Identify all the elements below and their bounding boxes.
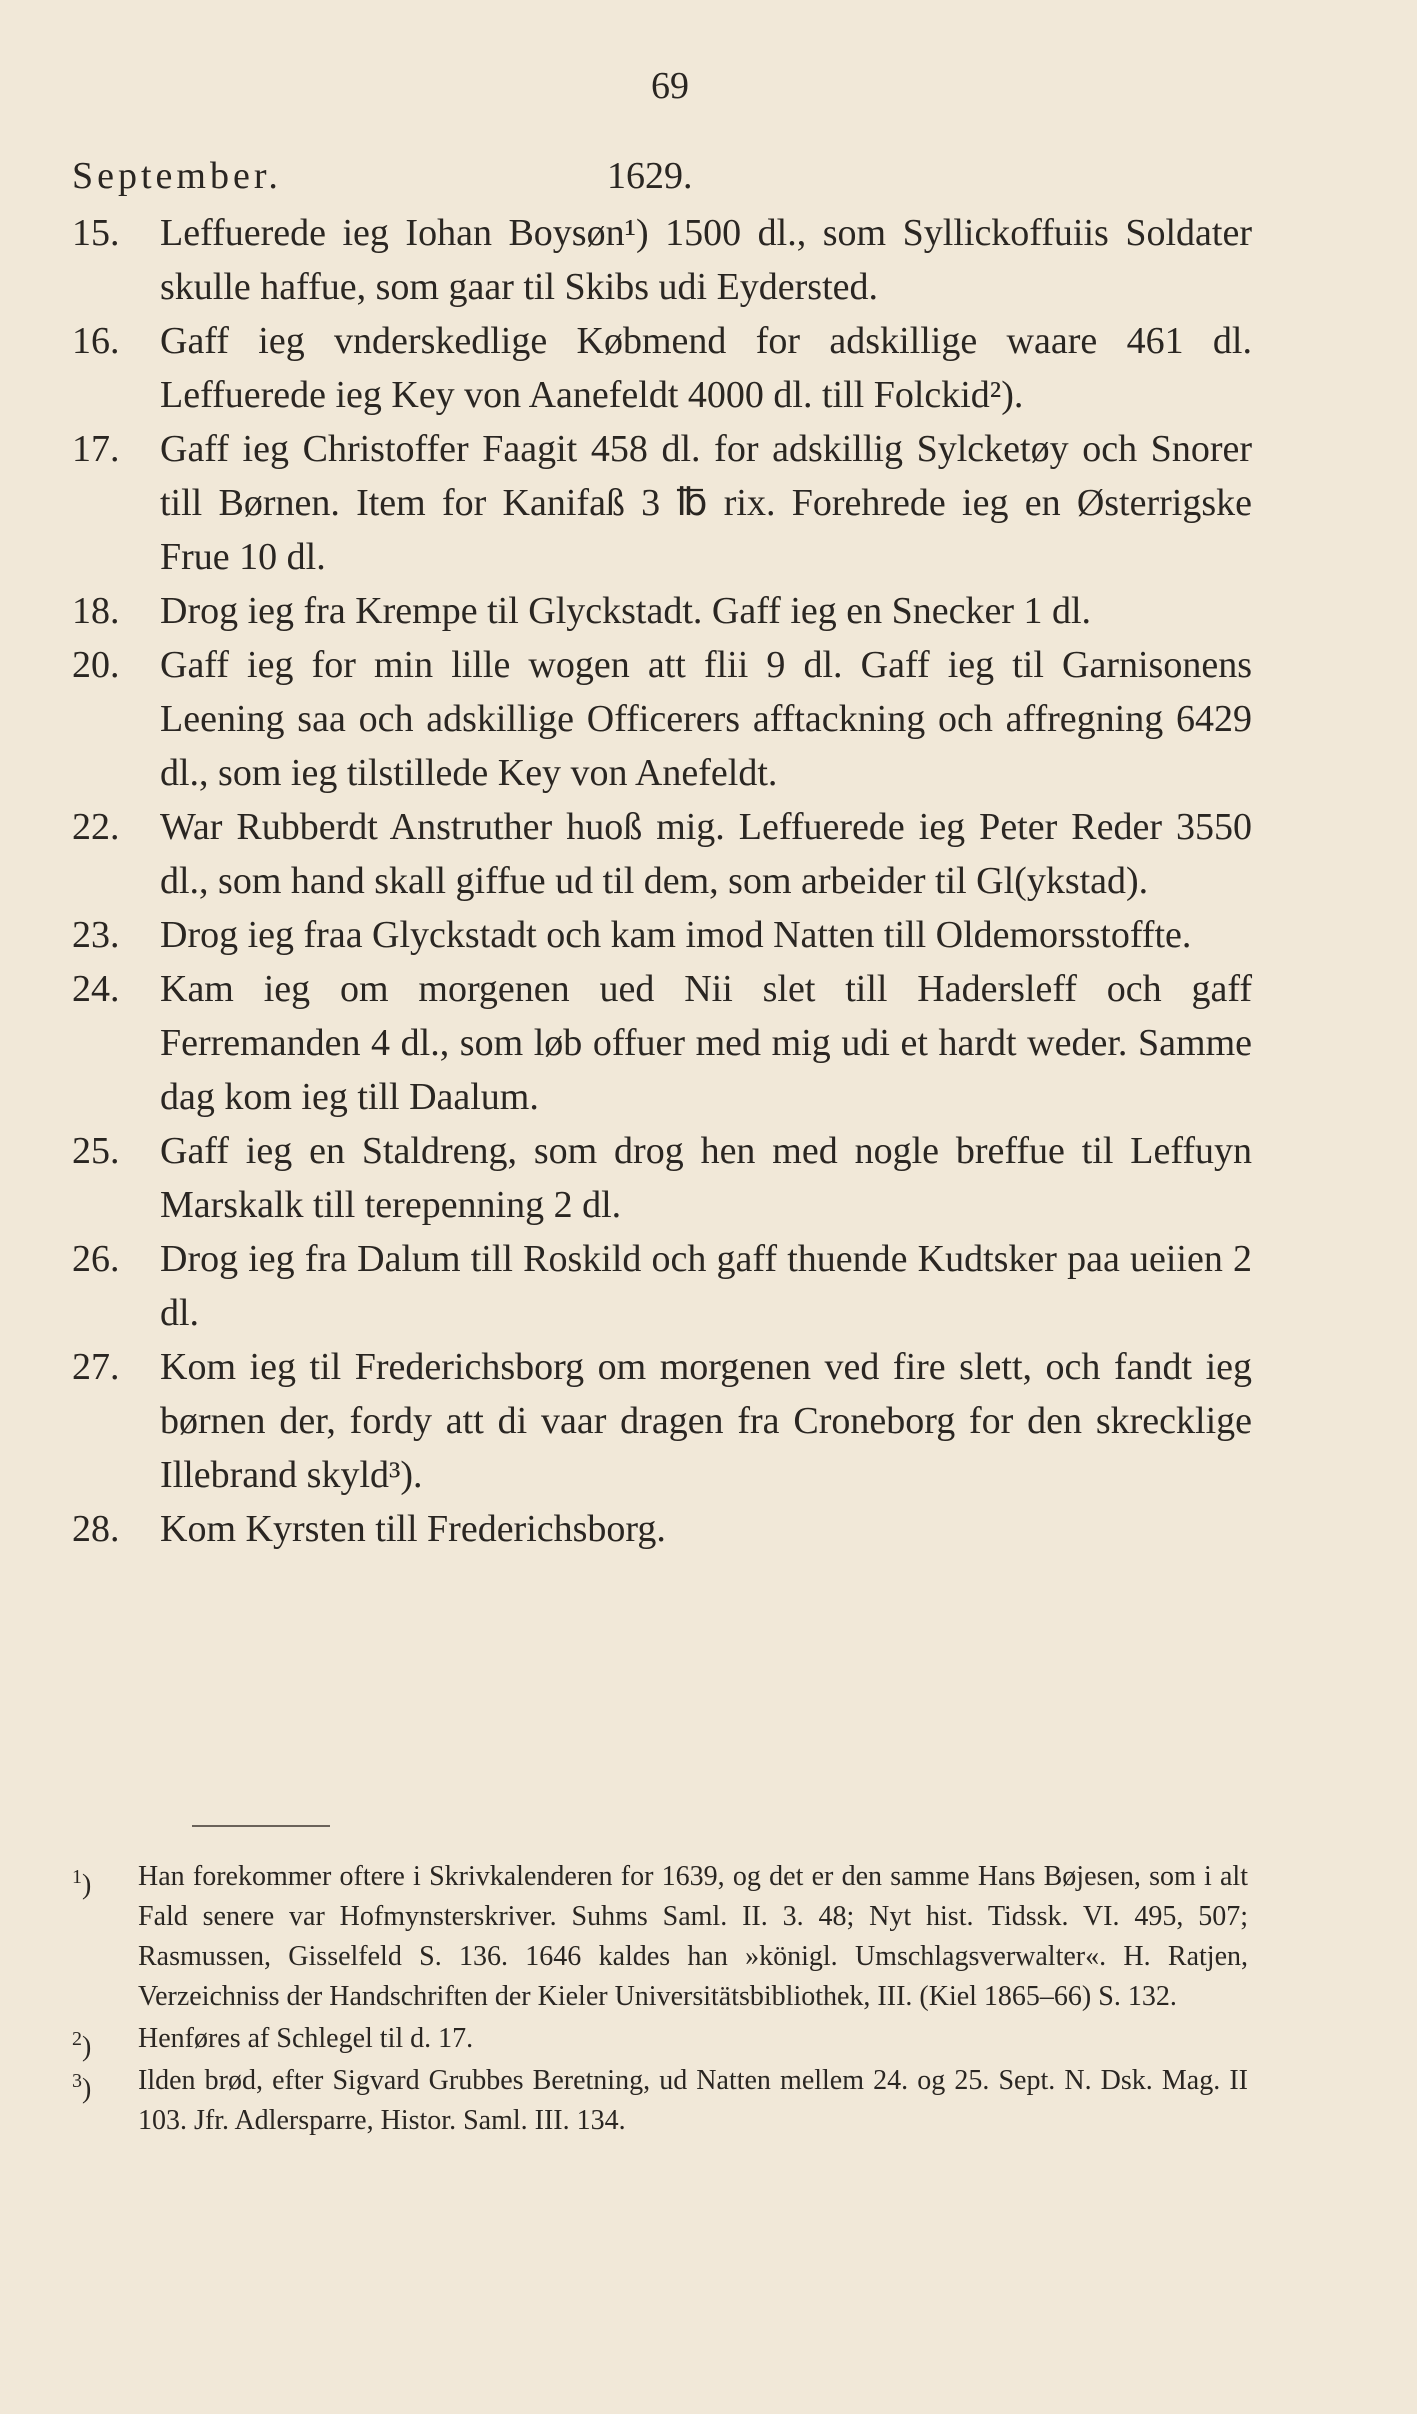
diary-entries	[72, 206, 1252, 1556]
entry-day: 25.	[72, 1130, 120, 1172]
entry-text: Kom ieg til Frederichsborg om morgenen ved fire slett, och fandt ieg børnen der, fordy att di vaar dragen fra Croneborg for den skrecklige Illebrand skyld³).	[160, 1346, 1252, 1496]
footnote-number: 3	[72, 2070, 82, 2092]
diary-entry	[72, 422, 1252, 584]
footnote	[72, 2019, 1248, 2063]
footnote	[72, 1857, 1248, 2017]
footnote-text: Ilden brød, efter Sigvard Grubbes Beretning, ud Natten mellem 24. og 25. Sept. N. Dsk. Mag. II 103. Jfr. Adlersparre, Histor. Saml. III. 134.	[138, 2065, 1248, 2136]
entry-day: 28.	[72, 1508, 120, 1550]
entry-day: 23.	[72, 914, 120, 956]
diary-entry	[72, 1124, 1252, 1232]
footnote-text: Han forekommer oftere i Skrivkalenderen for 1639, og det er den samme Hans Bøjesen, som i alt Fald senere var Hofmynsterskriver. Suhms Saml. II. 3. 48; Nyt hist. Tidssk. VI. 495, 507; Rasmussen, Gisselfeld S. 136. 1646 kaldes han »königl. Umschlagsverwalter«. H. Ratjen, Verzeichniss der Handschriften der Kieler Universitätsbibliothek, III. (Kiel 1865–66) S. 132.	[138, 1861, 1248, 2012]
diary-entry	[72, 584, 1252, 638]
entry-text: Gaff ieg vnderskedlige Købmend for adskillige waare 461 dl. Leffuerede ieg Key von Aanefeldt 4000 dl. till Folckid²).	[160, 320, 1252, 416]
entry-text: Kam ieg om morgenen ued Nii slet till Hadersleff och gaff Ferremanden 4 dl., som løb offuer med mig udi et hardt weder. Samme dag kom ieg till Daalum.	[160, 968, 1252, 1118]
month-heading	[72, 154, 1252, 204]
diary-entry	[72, 962, 1252, 1124]
month-label: September.	[72, 155, 282, 197]
diary-entry	[72, 800, 1252, 908]
entry-day: 16.	[72, 320, 120, 362]
entry-text: Kom Kyrsten till Frederichsborg.	[160, 1508, 666, 1550]
entry-day: 27.	[72, 1346, 120, 1388]
footnote-divider	[192, 1825, 330, 1827]
entry-text: Drog ieg fra Krempe til Glyckstadt. Gaff ieg en Snecker 1 dl.	[160, 590, 1092, 632]
entry-day: 22.	[72, 806, 120, 848]
entry-text: Leffuerede ieg Iohan Boysøn¹) 1500 dl., som Syllickoffuiis Soldater skulle haffue, som gaar til Skibs udi Eydersted.	[160, 212, 1252, 308]
diary-entry	[72, 206, 1252, 314]
diary-entry	[72, 638, 1252, 800]
diary-entry	[72, 314, 1252, 422]
diary-entry	[72, 1340, 1252, 1502]
footnote-number: 1	[72, 1866, 82, 1888]
entry-day: 24.	[72, 968, 120, 1010]
footnotes	[72, 1857, 1248, 2143]
entry-day: 17.	[72, 428, 120, 470]
entry-text: Gaff ieg en Staldreng, som drog hen med nogle breffue til Leffuyn Marskalk till terepenning 2 dl.	[160, 1130, 1252, 1226]
diary-entry	[72, 1232, 1252, 1340]
entry-text: Gaff ieg Christoffer Faagit 458 dl. for adskillig Sylcketøy och Snorer till Børnen. Item for Kanifaß 3 ℔ rix. Forehrede ieg en Østerrigske Frue 10 dl.	[160, 428, 1252, 578]
footnote-marker: $^1$)	[72, 1866, 92, 1901]
entry-day: 20.	[72, 644, 120, 686]
year-label: 1629.	[607, 155, 693, 197]
entry-text: Gaff ieg for min lille wogen att flii 9 dl. Gaff ieg til Garnisonens Leening saa och adskillige Officerers afftackning och affregning 6429 dl., som ieg tilstillede Key von Anefeldt.	[160, 644, 1252, 794]
footnote-number: 2	[72, 2028, 82, 2050]
entry-day: 18.	[72, 590, 120, 632]
entry-text: Drog ieg fraa Glyckstadt och kam imod Natten till Oldemorsstoffte.	[160, 914, 1192, 956]
footnote-text: Henføres af Schlegel til d. 17.	[138, 2023, 474, 2054]
entry-text: War Rubberdt Anstruther huoß mig. Leffuerede ieg Peter Reder 3550 dl., som hand skall giffue ud til dem, som arbeider til Gl(ykstad).	[160, 806, 1252, 902]
entry-day: 15.	[72, 212, 120, 254]
diary-entry	[72, 908, 1252, 962]
entry-text: Drog ieg fra Dalum till Roskild och gaff thuende Kudtsker paa ueiien 2 dl.	[160, 1238, 1252, 1334]
footnote	[72, 2061, 1248, 2141]
diary-entry	[72, 1502, 1252, 1556]
footnote-marker: $^2$)	[72, 2028, 92, 2063]
footnote-marker: $^3$)	[72, 2070, 92, 2105]
page-number: 69	[651, 65, 689, 107]
entry-day: 26.	[72, 1238, 120, 1280]
